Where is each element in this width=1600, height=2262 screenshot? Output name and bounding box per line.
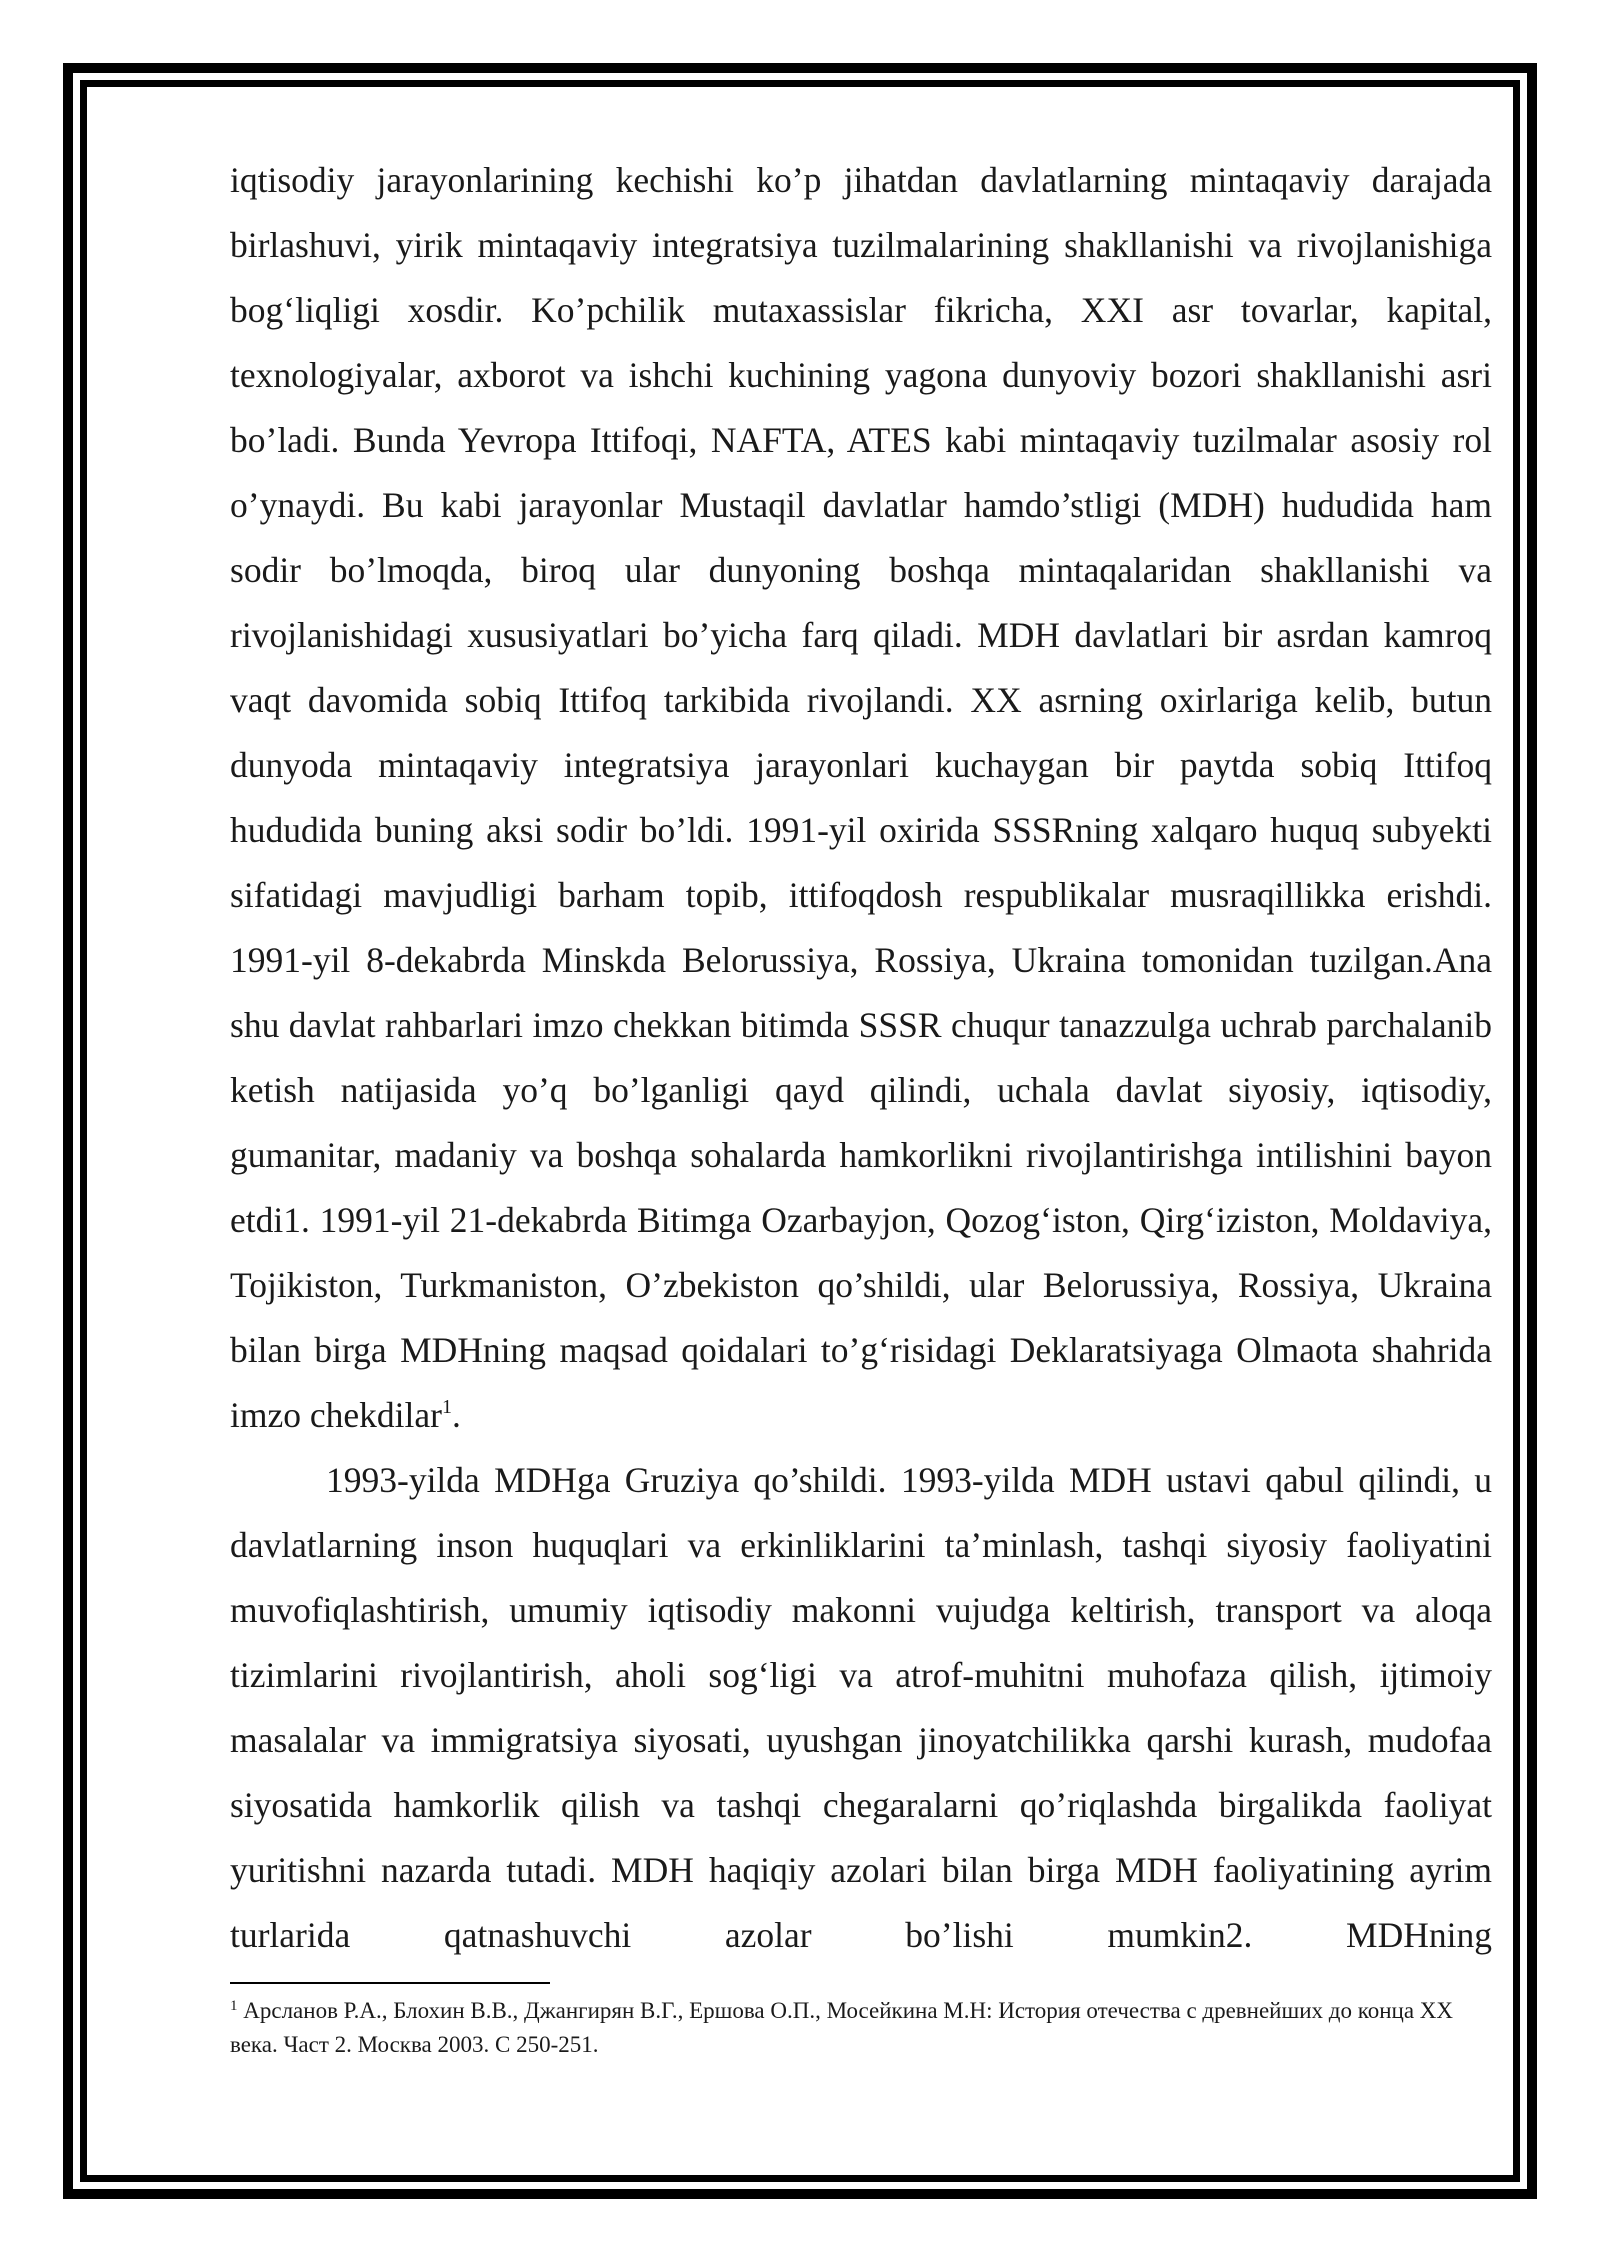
footnote-separator [230, 1982, 550, 1984]
footnote-marker: 1 [230, 1998, 238, 2014]
paragraph-1 [230, 148, 1492, 1448]
footnote [230, 1994, 1492, 2062]
paragraph-1-end: . [451, 1395, 461, 1435]
paragraph-2-text: 1993-yilda MDHga Gruziya qo’shildi. 1993-yilda MDH ustavi qabul qilindi, u davlatlarning inson huquqlari va erkinliklarini ta’minlash, tashqi siyosiy faoliyatini muvofiqlashtirish, umumiy iqtisodiy makonni vujudga keltirish, transport va aloqa tizimlarini rivojlantirish, aholi sog‘ligi va atrof-muhitni muhofaza qilish, ijtimoiy masalalar va immigratsiya siyosati, uyushgan jinoyatchilikka qarshi kurash, mudofaa siyosatida hamkorlik qilish va tashqi chegaralarni qo’riqlashda birgalikda faoliyat yuritishni nazarda tutadi. MDH haqiqiy azolari bilan birga MDH faoliyatining ayrim turlarida qatnashuvchi azolar bo’lishi mumkin2. MDHning [230, 1460, 1492, 1955]
footnote-reference: 1 [441, 1396, 452, 1418]
footnote-text: Арсланов Р.А., Блохин В.В., Джангирян В.Г., Ершова О.П., Мосейкина М.Н: История отечества с древнейших до конца ХХ века. Част 2. Москва 2003. С 250-251. [230, 1998, 1454, 2057]
paragraph-1-text: iqtisodiy jarayonlarining kechishi ko’p jihatdan davlatlarning mintaqaviy darajada birlashuvi, yirik mintaqaviy integratsiya tuzilmalarining shakllanishi va rivojlanishiga bog‘liqligi xosdir. Ko’pchilik mutaxassislar fikricha, XXI asr tovarlar, kapital, texnologiyalar, axborot va ishchi kuchining yagona dunyoviy bozori shakllanishi asri bo’ladi. Bunda Yevropa Ittifoqi, NAFTA, ATES kabi mintaqaviy tuzilmalar asosiy rol o’ynaydi. Bu kabi jarayonlar Mustaqil davlatlar hamdo’stligi (MDH) hududida ham sodir bo’lmoqda, biroq ular dunyoning boshqa mintaqalaridan shakllanishi va rivojlanishidagi xususiyatlari bo’yicha farq qiladi. MDH davlatlari bir asrdan kamroq vaqt davomida sobiq Ittifoq tarkibida rivojlandi. XX asrning oxirlariga kelib, butun dunyoda mintaqaviy integratsiya jarayonlari kuchaygan bir paytda sobiq Ittifoq hududida buning aksi sodir bo’ldi. 1991-yil oxirida SSSRning xalqaro huquq subyekti sifatidagi mavjudligi barham topib, ittifoqdosh respublikalar musraqillikka erishdi. 1991-yil 8-dekabrda Minskda Belorussiya, Rossiya, Ukraina tomonidan tuzilgan.Ana shu davlat rahbarlari imzo chekkan bitimda SSSR chuqur tanazzulga uchrab parchalanib ketish natijasida yo’q bo’lganligi qayd qilindi, uchala davlat siyosiy, iqtisodiy, gumanitar, madaniy va boshqa sohalarda hamkorlikni rivojlantirishga intilishini bayon etdi1. 1991-yil 21-dekabrda Bitimga Ozarbayjon, Qozog‘iston, Qirg‘iziston, Moldaviya, Tojikiston, Turkmaniston, O’zbekiston qo’shildi, ular Belorussiya, Rossiya, Ukraina bilan birga MDHning maqsad qoidalari to’g‘risidagi Deklaratsiyaga Olmaota shahrida imzo chekdilar [230, 160, 1492, 1435]
paragraph-2 [230, 1448, 1492, 1968]
page-body [230, 148, 1492, 2062]
